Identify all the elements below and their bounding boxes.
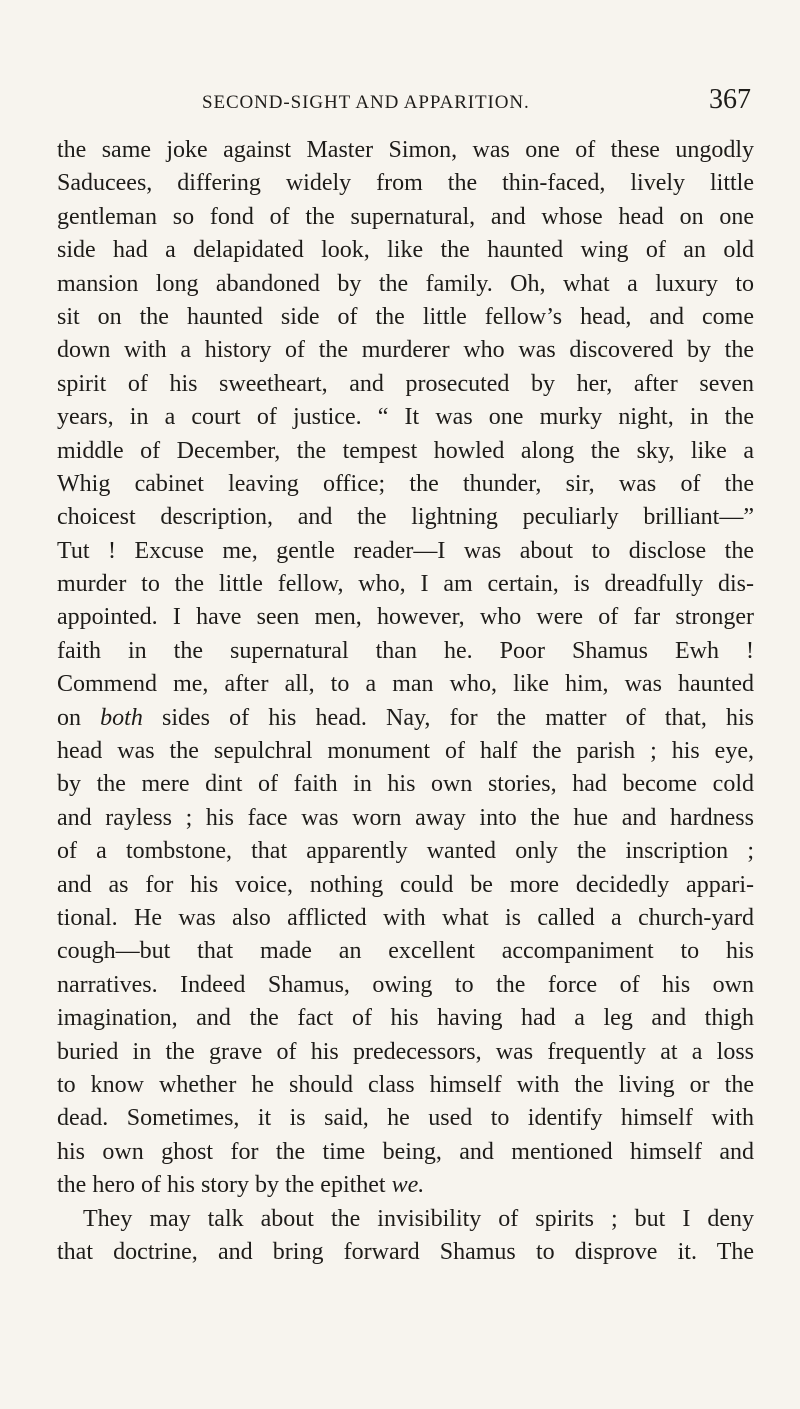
text-line: down with a history of the murderer who was discovered by the — [57, 337, 754, 364]
text-line: narratives. Indeed Shamus, owing to the force of his own — [57, 971, 754, 998]
text-line: by the mere dint of faith in his own stories, had become cold — [57, 771, 754, 798]
text-line: They may talk about the invisibility of spirits ; but I deny — [83, 1205, 754, 1232]
text-line: and as for his voice, nothing could be more decidedly appari- — [57, 871, 754, 898]
text-line: his own ghost for the time being, and mentioned himself and — [57, 1138, 754, 1165]
text-line: cough—but that made an excellent accompaniment to his — [57, 938, 754, 965]
text-line: to know whether he should class himself with the living or the — [57, 1071, 754, 1098]
text-fragment: sides of his head. Nay, for the matter of that, his — [162, 704, 755, 731]
body-text — [57, 134, 754, 1269]
text-line: and rayless ; his face was worn away into the hue and hardness — [57, 804, 754, 831]
text-line-italic-we — [57, 1169, 754, 1202]
text-line: head was the sepulchral monument of half the parish ; his eye, — [57, 738, 754, 765]
text-line: appointed. I have seen men, however, who were of far stronger — [57, 604, 754, 631]
text-fragment: the hero of his story by the epithet — [57, 1172, 386, 1199]
italic-word: both — [100, 704, 143, 731]
text-line: tional. He was also afflicted with what is called a church-yard — [57, 904, 754, 931]
page-number: 367 — [709, 84, 751, 115]
text-line: middle of December, the tempest howled along the sky, like a — [57, 437, 754, 464]
text-line: Tut ! Excuse me, gentle reader—I was about to disclose the — [57, 537, 754, 564]
text-line: the same joke against Master Simon, was one of these ungodly — [57, 137, 754, 163]
text-line: sit on the haunted side of the little fellow’s head, and come — [57, 303, 754, 330]
text-fragment: on — [57, 704, 81, 731]
text-line: side had a delapidated look, like the haunted wing of an old — [57, 237, 754, 264]
running-header — [0, 84, 800, 124]
text-line: buried in the grave of his predecessors, was frequently at a loss — [57, 1038, 754, 1065]
text-line: of a tombstone, that apparently wanted only the inscription ; — [57, 838, 754, 865]
text-line: Whig cabinet leaving office; the thunder, sir, was of the — [57, 470, 754, 497]
text-line: choicest description, and the lightning peculiarly brilliant—” — [57, 504, 754, 531]
running-title: SECOND-SIGHT AND APPARITION. — [202, 92, 530, 113]
text-line: Commend me, after all, to a man who, like him, was haunted — [57, 671, 754, 698]
text-line: that doctrine, and bring forward Shamus to disprove it. The — [57, 1238, 754, 1265]
text-line: faith in the supernatural than he. Poor Shamus Ewh ! — [57, 637, 754, 664]
text-line: Saducees, differing widely from the thin-faced, lively little — [57, 170, 754, 197]
text-line: years, in a court of justice. “ It was one murky night, in the — [57, 404, 754, 431]
text-line-italic-both — [57, 702, 754, 735]
text-line: gentleman so fond of the supernatural, and whose head on one — [57, 203, 754, 230]
text-line: spirit of his sweetheart, and prosecuted by her, after seven — [57, 370, 754, 397]
text-line: mansion long abandoned by the family. Oh, what a luxury to — [57, 270, 754, 297]
text-line: murder to the little fellow, who, I am certain, is dreadfully dis- — [57, 571, 754, 598]
text-line: imagination, and the fact of his having had a leg and thigh — [57, 1005, 754, 1032]
text-line: dead. Sometimes, it is said, he used to identify himself with — [57, 1105, 754, 1132]
italic-word: we. — [391, 1172, 425, 1199]
